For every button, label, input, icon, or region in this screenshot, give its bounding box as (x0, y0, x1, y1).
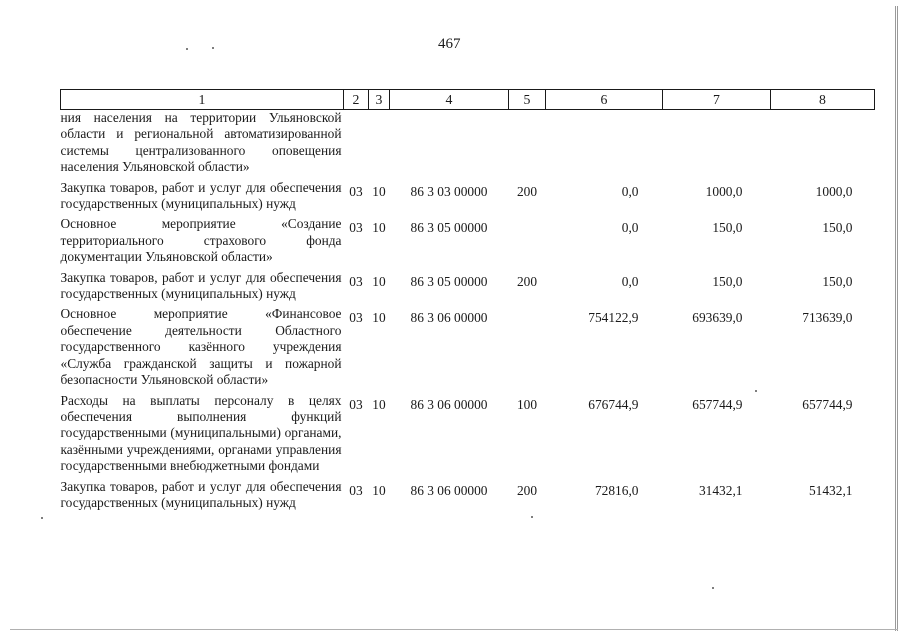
item-name: Расходы на выплаты персоналу в целях обеспечения выполнения функций государственными (муниципальными) органами, казёнными учреждениями, органами управления государственными внебюджетными фондами (60, 392, 342, 474)
section-code: 03 (349, 310, 363, 326)
column-header-6: 6 (546, 90, 663, 110)
amount-col-7: 150,0 (712, 273, 743, 289)
amount-col-6: 0,0 (621, 183, 639, 199)
target-item-code: 86 3 05 00000 (410, 220, 488, 236)
amount-col-7: 150,0 (712, 220, 743, 236)
subsection-code (369, 110, 390, 180)
subsection-code: 10 (372, 310, 386, 326)
column-header-3: 3 (369, 90, 390, 110)
table-row (61, 306, 875, 392)
expense-type-code (509, 306, 546, 392)
amount-col-6: 676744,9 (588, 396, 639, 412)
table-row (61, 393, 875, 479)
section-code (344, 110, 369, 180)
table-row (61, 180, 875, 217)
expense-type-code: 100 (516, 396, 538, 412)
column-header-4: 4 (390, 90, 509, 110)
subsection-code: 10 (372, 183, 386, 199)
scan-speck (212, 47, 214, 49)
table-row (61, 270, 875, 307)
column-header-8: 8 (771, 90, 875, 110)
page-frame-right-edge (895, 6, 898, 631)
scan-speck (712, 587, 714, 589)
amount-col-7 (663, 110, 771, 180)
amount-col-8: 1000,0 (815, 183, 853, 199)
section-code: 03 (349, 482, 363, 498)
amount-col-7: 657744,9 (692, 396, 743, 412)
target-item-code: 86 3 06 00000 (410, 482, 488, 498)
amount-col-8: 713639,0 (802, 310, 853, 326)
amount-col-7: 1000,0 (705, 183, 743, 199)
table-row (61, 216, 875, 269)
amount-col-6: 72816,0 (594, 482, 639, 498)
table-row (61, 479, 875, 516)
table-row (61, 110, 875, 180)
expense-type-code: 200 (516, 183, 538, 199)
amount-col-7: 31432,1 (698, 482, 743, 498)
amount-col-7: 693639,0 (692, 310, 743, 326)
section-code: 03 (349, 273, 363, 289)
subsection-code: 10 (372, 273, 386, 289)
amount-col-6: 0,0 (621, 273, 639, 289)
amount-col-6: 0,0 (621, 220, 639, 236)
expense-type-code (509, 110, 546, 180)
item-name: Закупка товаров, работ и услуг для обеспечения государственных (муниципальных) нужд (60, 478, 342, 510)
column-header-2: 2 (344, 90, 369, 110)
expense-type-code (509, 216, 546, 269)
expense-type-code: 200 (516, 482, 538, 498)
subsection-code: 10 (372, 396, 386, 412)
target-item-code: 86 3 05 00000 (410, 273, 488, 289)
target-item-code: 86 3 06 00000 (410, 310, 488, 326)
budget-table (60, 89, 875, 515)
amount-col-8: 150,0 (822, 273, 853, 289)
section-code: 03 (349, 220, 363, 236)
scan-speck (41, 517, 43, 519)
section-code: 03 (349, 183, 363, 199)
column-header-5: 5 (509, 90, 546, 110)
item-name: Закупка товаров, работ и услуг для обеспечения государственных (муниципальных) нужд (60, 269, 342, 302)
expense-type-code: 200 (516, 273, 538, 289)
scan-speck (186, 48, 188, 50)
item-name: Основное мероприятие «Создание территориального страхового фонда документации Ульяновской области» (60, 216, 342, 265)
amount-col-6: 754122,9 (588, 310, 639, 326)
table-header-row (61, 90, 875, 110)
item-name: ния населения на территории Ульяновской области и региональной автоматизированной системы централизованного оповещения населения Ульяновской области» (60, 110, 342, 175)
target-item-code (390, 110, 509, 180)
amount-col-8: 150,0 (822, 220, 853, 236)
column-header-7: 7 (663, 90, 771, 110)
page-number: 467 (438, 36, 461, 52)
target-item-code: 86 3 06 00000 (410, 396, 488, 412)
subsection-code: 10 (372, 220, 386, 236)
amount-col-8: 51432,1 (808, 482, 853, 498)
amount-col-8: 657744,9 (802, 396, 853, 412)
scan-speck (531, 516, 533, 518)
target-item-code: 86 3 03 00000 (410, 183, 488, 199)
subsection-code: 10 (372, 482, 386, 498)
amount-col-6 (546, 110, 663, 180)
item-name: Основное мероприятие «Финансовое обеспечение деятельности Областного государственного казённого учреждения «Служба гражданской защиты и пожарной безопасности Ульяновской области» (60, 306, 342, 388)
column-header-1: 1 (61, 90, 344, 110)
amount-col-8 (771, 110, 875, 180)
page-frame-bottom-edge (10, 629, 898, 630)
item-name: Закупка товаров, работ и услуг для обеспечения государственных (муниципальных) нужд (60, 179, 342, 212)
section-code: 03 (349, 396, 363, 412)
